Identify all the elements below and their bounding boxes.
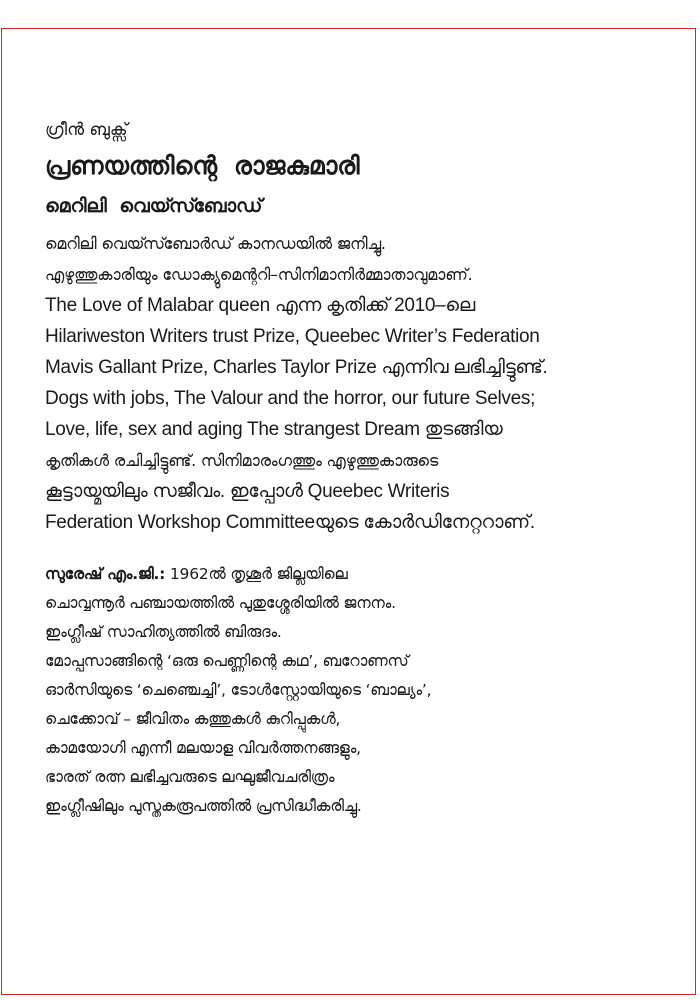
author-name: മെറിലി വെയ്സ്ബോഡ്: [45, 195, 263, 217]
bio-line: കൃതികൾ രചിച്ചിട്ടുണ്ട്. സിനിമാരംഗത്തും എഴുത്തുകാരുടെ: [45, 451, 439, 470]
bio-line: Hilariweston Writers trust Prize, Queebec Writer’s Federation: [45, 326, 540, 347]
translator-bio: [45, 560, 685, 821]
translator-line: മോപ്പസാങ്ങിന്റെ ‘ഒരു പെണ്ണിന്റെ കഥ’, ബറോണസ്: [45, 652, 409, 670]
translator-line: കാമയോഗി എന്നീ മലയാള വിവർത്തനങ്ങളും,: [45, 739, 361, 757]
bio-line: കൂട്ടായ്മയിലും സജീവം. ഇപ്പോൾ Queebec Writeris: [45, 481, 450, 502]
translator-line: ചൊവ്വന്നൂർ പഞ്ചായത്തിൽ പുതുശ്ശേരിയിൽ ജനനം.: [45, 594, 396, 612]
author-bio: [45, 228, 685, 538]
translator-line: ഓർസിയുടെ ‘ചെഞ്ചെച്ചി’, ടോൾസ്റ്റോയിയുടെ ‘ബാല്യം’,: [45, 681, 432, 699]
translator-line: ഇംഗ്ലീഷിലും പുസ്തകരൂപത്തിൽ പ്രസിദ്ധീകരിച്ചു.: [45, 797, 362, 815]
book-title: പ്രണയത്തിന്റെ രാജകുമാരി: [45, 151, 360, 180]
translator-line: ഇംഗ്ലീഷ് സാഹിത്യത്തിൽ ബിരുദം.: [45, 623, 282, 641]
bio-line: മെറിലി വെയ്സ്ബോർഡ് കാനഡയിൽ ജനിച്ചു.: [45, 234, 386, 253]
bio-line: Mavis Gallant Prize, Charles Taylor Prize എന്നിവ ലഭിച്ചിട്ടുണ്ട്.: [45, 357, 548, 378]
bio-line: എഴുത്തുകാരിയും ഡോക്യുമെന്ററി–സിനിമാനിർമ്മാതാവുമാണ്.: [45, 265, 473, 284]
page-content: [45, 118, 685, 821]
bio-line: Dogs with jobs, The Valour and the horror, our future Selves;: [45, 388, 536, 409]
section-gap: [45, 538, 685, 560]
bio-line: Federation Workshop Committeeയുടെ കോർഡിനേറ്ററാണ്.: [45, 512, 535, 533]
bio-line: The Love of Malabar queen എന്ന കൃതിക്ക് 2010–ലെ: [45, 295, 475, 316]
translator-line: ഭാരത് രത്ന ലഭിച്ചവരുടെ ലഘുജീവചരിത്രം: [45, 768, 335, 786]
translator-first-line: [45, 560, 685, 589]
bio-line: Love, life, sex and aging The strangest Dream തുടങ്ങിയ: [45, 419, 503, 440]
translator-name: സുരേഷ് എം.ജി.:: [45, 565, 166, 583]
translator-first-line-text: 1962ൽ തൃശൂർ ജില്ലയിലെ: [165, 565, 348, 583]
publisher-name: ഗ്രീൻ ബുക്സ്: [45, 120, 128, 140]
translator-line: ചെക്കോവ് – ജീവിതം കത്തുകൾ കുറിപ്പുകൾ,: [45, 710, 341, 728]
